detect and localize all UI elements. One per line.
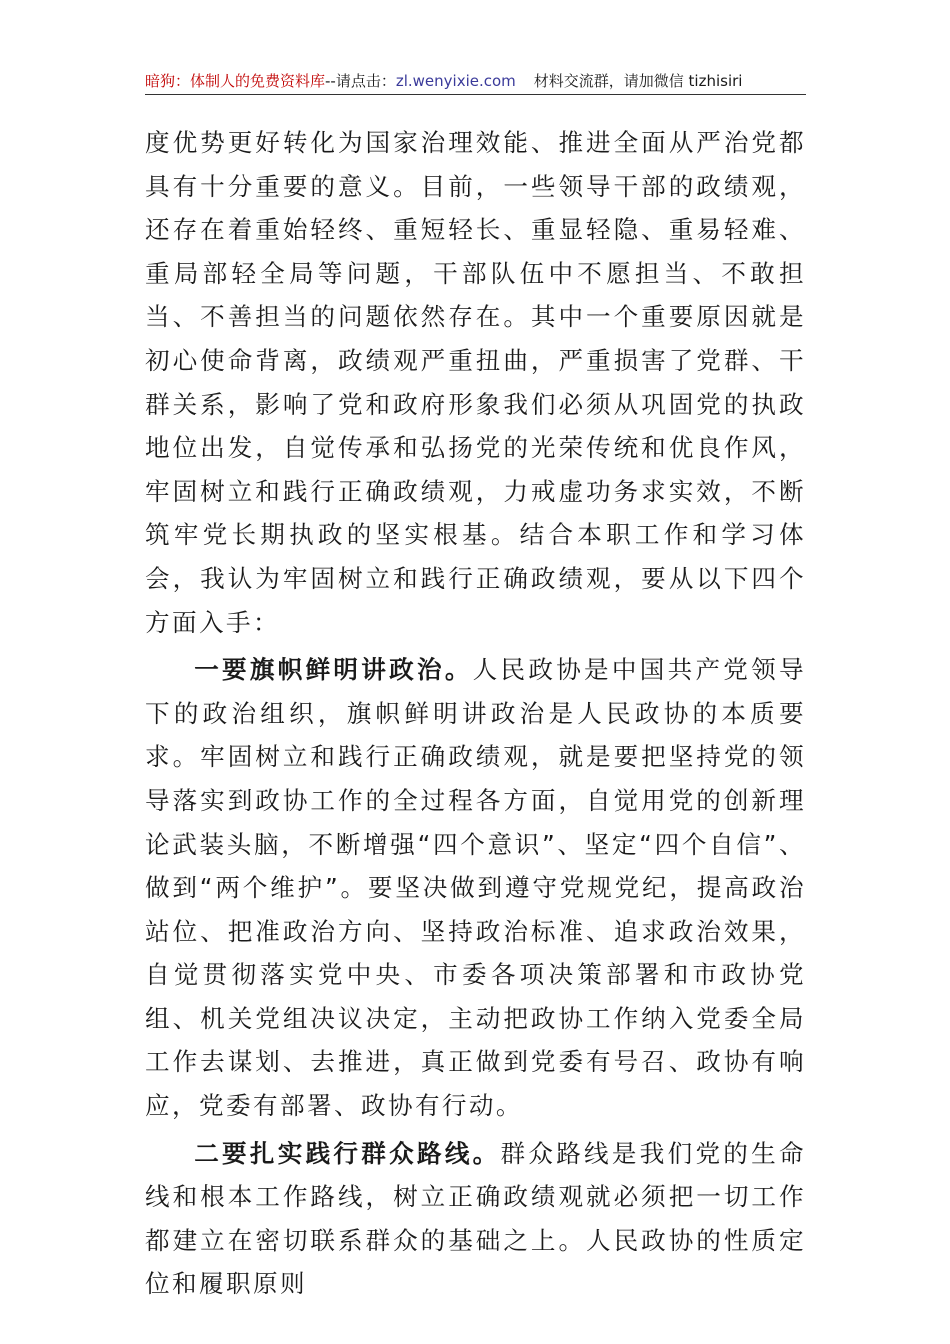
- paragraph-heading: 一要旗帜鲜明讲政治。: [194, 655, 473, 685]
- document-body: [145, 121, 806, 1306]
- header-site-name: 暗狗：体制人的免费资料库: [145, 72, 326, 90]
- header-click-text: --请点击：: [325, 72, 396, 90]
- paragraph-text: 人民政协是中国共产党领导下的政治组织，旗帜鲜明讲政治是人民政协的本质要求。牢固树立和践行正确政绩观，就是要把坚持党的领导落实到政协工作的全过程各方面，自觉用党的创新理论武装头脑，不断增强“四个意识”、坚定“四个自信”、做到“两个维护”。要坚决做到遵守党规党纪，提高政治站位、把准政治方向、坚持政治标准、追求政治效果，自觉贯彻落实党中央、市委各项决策部署和市政协党组、机关党组决议决定，主动把政协工作纳入党委全局工作去谋划、去推进，真正做到党委有号召、政协有响应，党委有部署、政协有行动。: [145, 655, 806, 1121]
- header-divider: [145, 94, 806, 95]
- header-url-link[interactable]: zl.wenyixie.com: [395, 72, 516, 90]
- paragraph-text: 群众路线是我们党的生命线和根本工作路线，树立正确政绩观就必须把一切工作都建立在密切联系群众的基础之上。人民政协的性质定位和履职原则: [145, 1138, 806, 1299]
- page-header: [145, 68, 806, 94]
- paragraph-text: 度优势更好转化为国家治理效能、推进全面从严治党都具有十分重要的意义。目前，一些领导干部的政绩观，还存在着重始轻终、重短轻长、重显轻隐、重易轻难、重局部轻全局等问题，干部队伍中不愿担当、不敢担当、不善担当的问题依然存在。其中一个重要原因就是初心使命背离，政绩观严重扭曲，严重损害了党群、干群关系，影响了党和政府形象我们必须从巩固党的执政地位出发，自觉传承和弘扬党的光荣传统和优良作风，牢固树立和践行正确政绩观，力戒虚功务求实效，不断筑牢党长期执政的坚实根基。结合本职工作和学习体会，我认为牢固树立和践行正确政绩观，要从以下四个方面入手：: [145, 128, 806, 637]
- paragraph-point-1: [145, 648, 806, 1128]
- header-group-text: 材料交流群，请加微信 tizhisiri: [533, 72, 743, 90]
- paragraph-intro: [145, 121, 806, 644]
- paragraph-heading: 二要扎实践行群众路线。: [194, 1138, 501, 1168]
- paragraph-point-2: [145, 1132, 806, 1306]
